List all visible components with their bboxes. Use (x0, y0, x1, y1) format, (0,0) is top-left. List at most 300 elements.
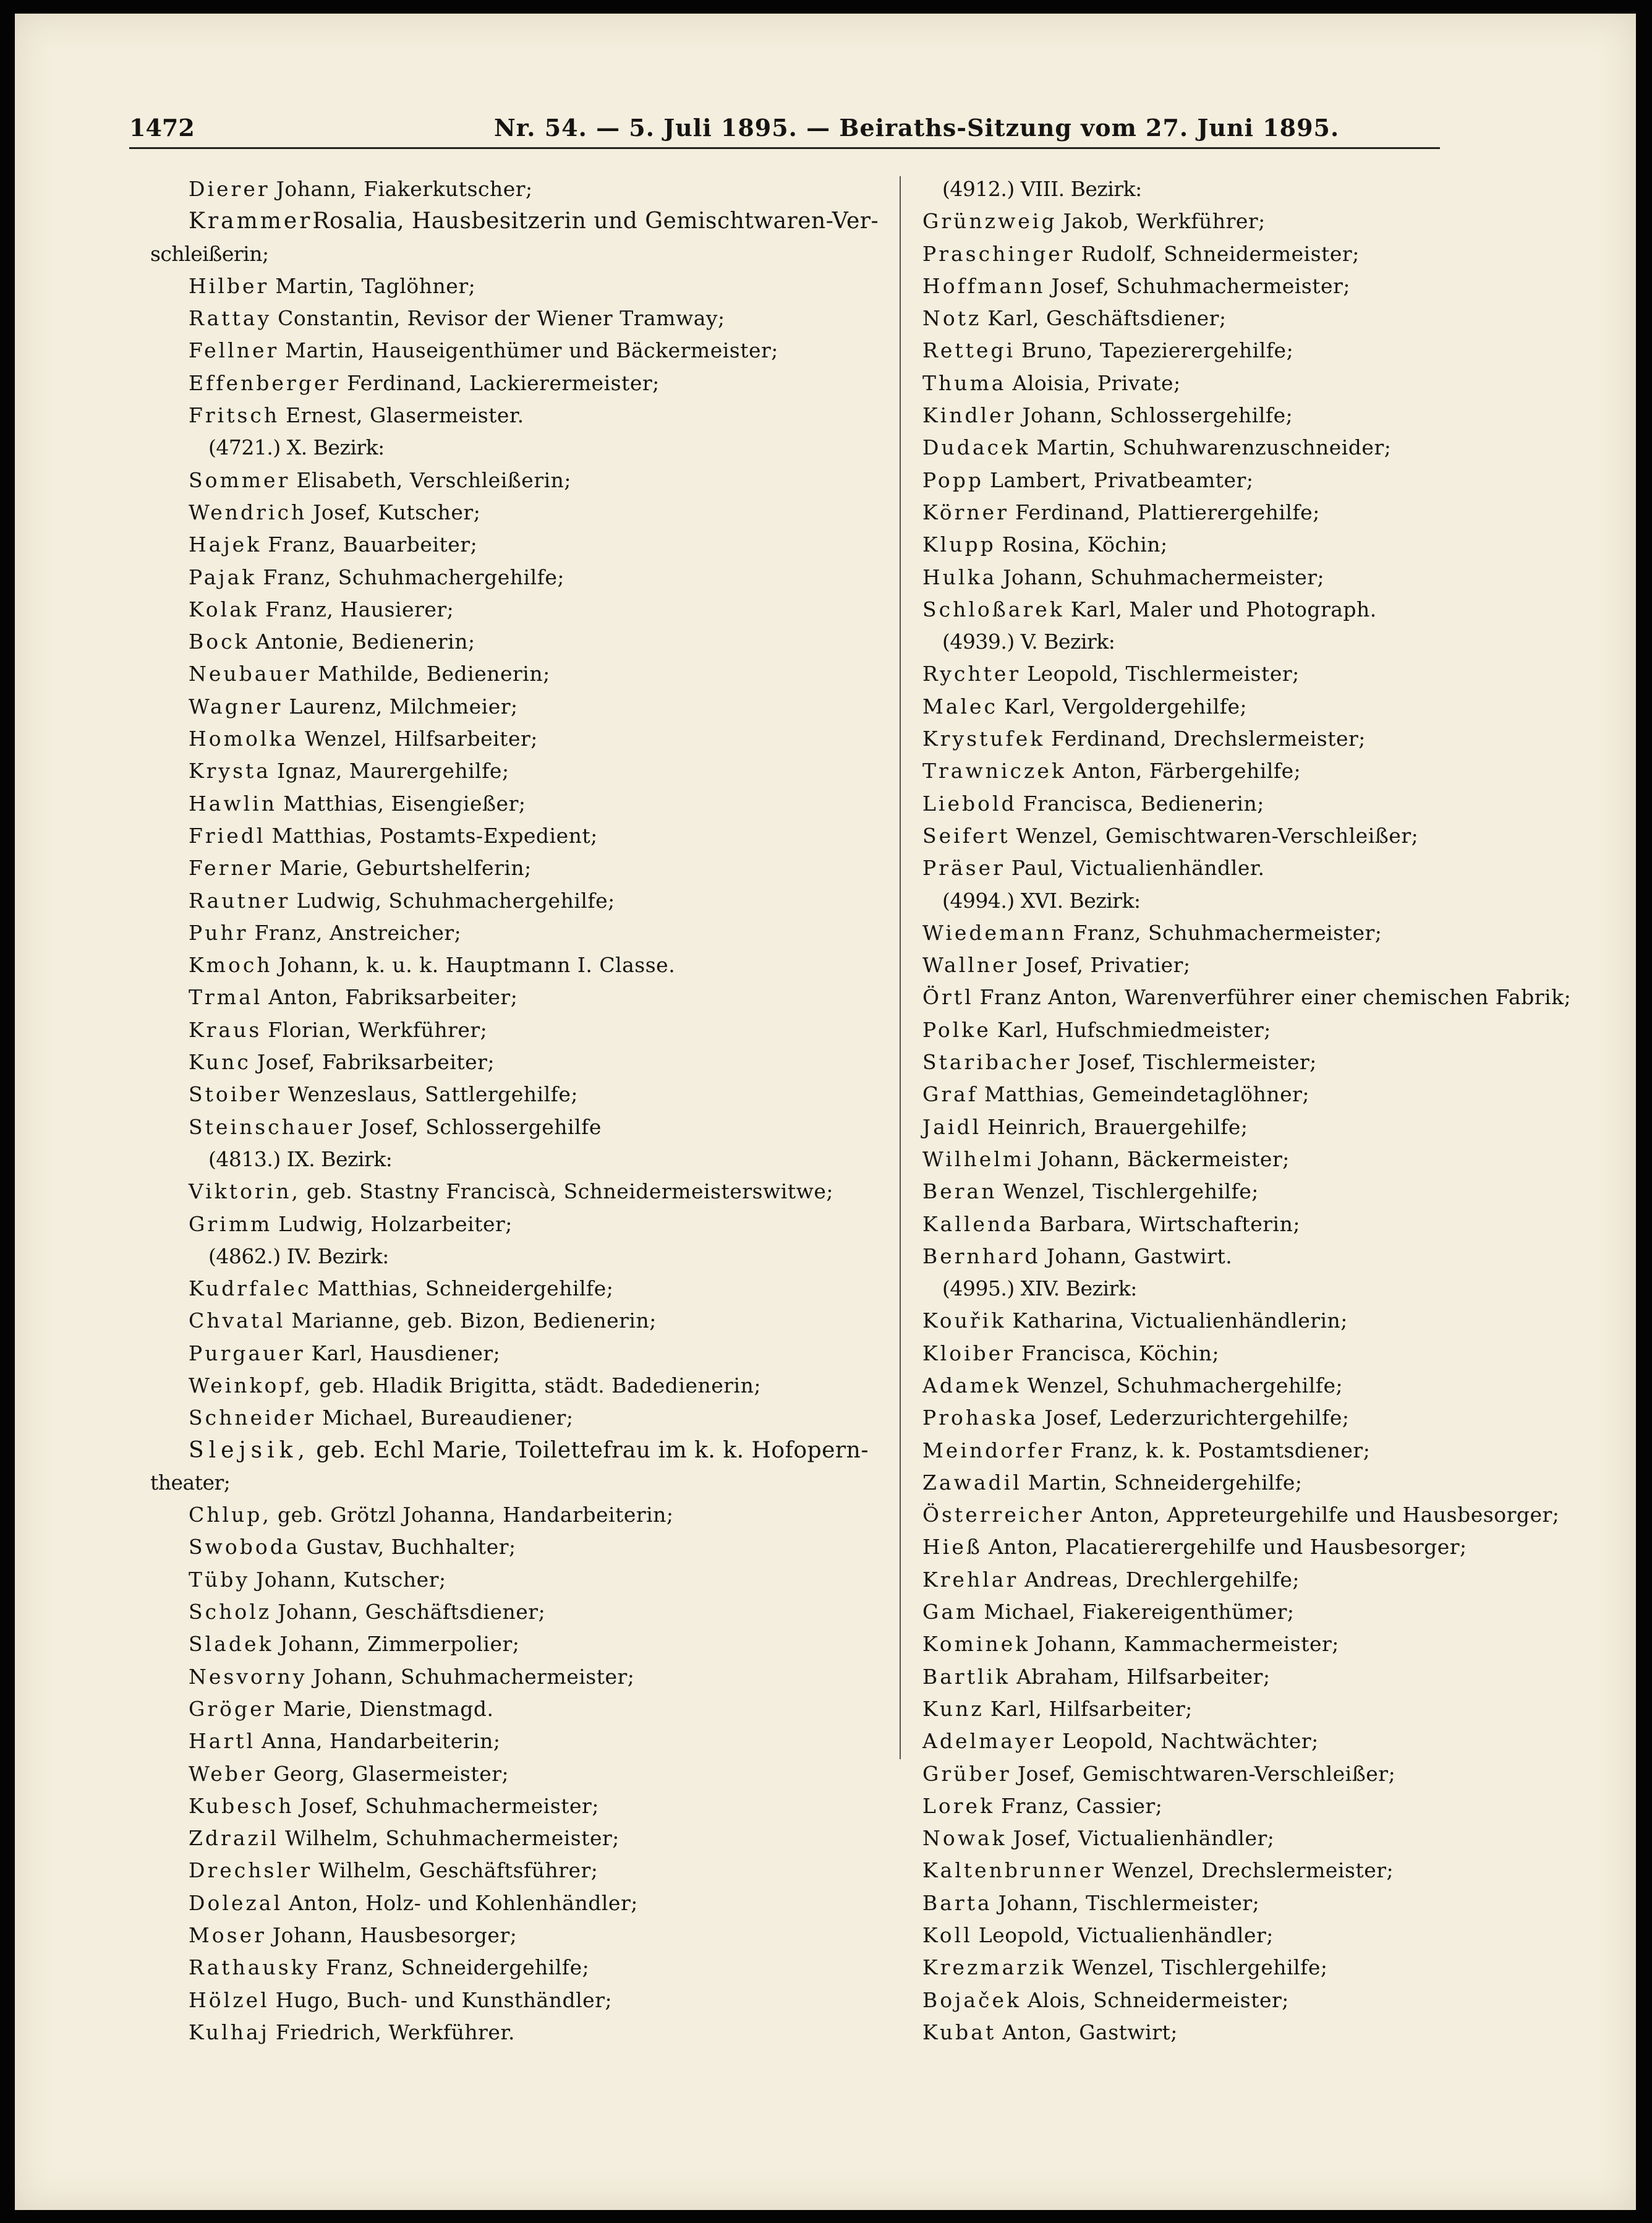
entry-surname: Fellner (189, 338, 279, 363)
list-entry (189, 820, 890, 852)
list-entry (922, 1854, 1633, 1887)
entry-details: Matthias, Gemeindetaglöhner; (984, 1082, 1309, 1107)
entry-surname: Jaidl (922, 1114, 982, 1139)
entry-details: Wenzel, Schuhmachergehilfe; (1027, 1373, 1343, 1397)
entry-surname: Bartlik (922, 1664, 1011, 1689)
entry-details: Johann, Zimmerpolier; (279, 1632, 520, 1657)
entry-surname: Trawniczek (922, 759, 1067, 783)
entry-details: Francisca, Köchin; (1021, 1341, 1220, 1365)
entry-details: Martin, Schneidergehilfe; (1028, 1470, 1303, 1495)
entry-surname: Hilber (189, 273, 270, 298)
entry-surname: Schneider (189, 1406, 317, 1430)
entry-surname: Nowak (922, 1826, 1007, 1851)
list-entry (189, 1887, 890, 1919)
entry-surname: Gröger (189, 1696, 277, 1721)
list-entry (922, 1887, 1633, 1919)
entry-surname: Pajak (189, 565, 257, 589)
list-entry (189, 1758, 890, 1790)
entry-surname: Dierer (189, 177, 270, 201)
entry-surname: Kulhaj (189, 2020, 270, 2044)
entry-details: Matthias, Eisengießer; (283, 791, 526, 816)
district-heading: (4912.) VIII. Bezirk: (942, 177, 1142, 201)
entry-surname: Hoffmann (922, 273, 1045, 298)
entry-details: Hugo, Buch- und Kunsthändler; (275, 1987, 613, 2012)
entry-surname: Kubat (922, 2020, 997, 2044)
list-entry (922, 432, 1633, 464)
list-entry (922, 1596, 1633, 1628)
entry-details: Rosina, Köchin; (1002, 532, 1168, 557)
entry-surname: Chvatal (189, 1308, 286, 1333)
list-entry (922, 1305, 1633, 1337)
entry-surname: Neubauer (189, 662, 312, 686)
entry-details: Franz, Schuhmachermeister; (1073, 920, 1382, 945)
list-entry (189, 981, 890, 1013)
list-entry (922, 723, 1633, 755)
list-entry (922, 1078, 1633, 1111)
entry-details: geb. Grötzl Johanna, Handarbeiterin; (277, 1503, 674, 1527)
list-entry (189, 1273, 890, 1305)
entry-details: Franz, Bauarbeiter; (268, 532, 478, 557)
running-title: Nr. 54. — 5. Juli 1895. — Beiraths-Sitzung vom 27. Juni 1895. (494, 114, 1340, 142)
entry-details: Wenzel, Gemischtwaren-Verschleißer; (1016, 823, 1419, 848)
entry-details: Michael, Bureaudiener; (322, 1406, 574, 1430)
entry-details: Gustav, Buchhalter; (306, 1535, 516, 1560)
entry-details: Matthias, Schneidergehilfe; (317, 1276, 614, 1301)
entry-details: Wenzel, Hilfsarbeiter; (305, 727, 538, 751)
entry-details: Antonie, Bedienerin; (255, 629, 475, 654)
list-entry (189, 1370, 890, 1402)
list-entry (922, 2016, 1633, 2049)
entry-surname: Zawadil (922, 1470, 1022, 1495)
list-entry (189, 626, 890, 658)
entry-details: Franz, Anstreicher; (254, 920, 462, 945)
entry-details: Michael, Fiakereigenthümer; (984, 1600, 1295, 1624)
list-entry (922, 464, 1633, 497)
entry-surname: Notz (922, 306, 982, 331)
entry-surname: Barta (922, 1890, 992, 1915)
entry-details: Johann, Fiakerkutscher; (276, 177, 533, 201)
entry-surname: Drechsler (189, 1858, 313, 1883)
entry-surname: Weber (189, 1761, 268, 1786)
entry-surname: Kindler (922, 403, 1016, 428)
list-entry (189, 658, 890, 690)
entry-details: Karl, Geschäftsdiener; (987, 306, 1227, 331)
entry-surname: Ferner (189, 856, 273, 881)
entry-details: Ignaz, Maurergehilfe; (276, 759, 509, 783)
entry-surname: Purgauer (189, 1341, 305, 1365)
page-header (129, 101, 1440, 145)
list-entry (189, 497, 890, 529)
entry-surname: Hieß (922, 1535, 982, 1560)
entry-details: Katharina, Victualienhändlerin; (1012, 1308, 1348, 1333)
list-entry (189, 205, 879, 237)
list-entry (922, 949, 1633, 981)
entry-details: Martin, Taglöhner; (275, 273, 476, 298)
entry-details: Karl, Hilfsarbeiter; (990, 1696, 1193, 1721)
entry-surname: Kloiber (922, 1341, 1016, 1365)
list-entry (189, 302, 890, 335)
list-entry (922, 367, 1633, 399)
entry-details: Martin, Hauseigenthümer und Bäckermeister; (285, 338, 778, 363)
entry-surname: Wallner (922, 953, 1020, 978)
entry-surname: Krysta (189, 759, 271, 783)
entry-details: Josef, Schlossergehilfe (360, 1114, 602, 1139)
entry-details: Rudolf, Schneidermeister; (1081, 241, 1360, 266)
list-entry (189, 949, 890, 981)
list-entry (922, 594, 1633, 626)
entry-details: Karl, Maler und Photograph. (1070, 597, 1377, 621)
entry-details: Lambert, Privatbeamter; (989, 467, 1254, 492)
entry-details: Wilhelm, Geschäftsführer; (318, 1858, 598, 1883)
entry-surname: Malec (922, 694, 998, 719)
entry-details: Wilhelm, Schuhmachermeister; (285, 1826, 620, 1851)
entry-details: Wenzeslaus, Sattlergehilfe; (287, 1082, 579, 1107)
list-entry (189, 270, 890, 302)
entry-details: Josef, Tischlermeister; (1078, 1050, 1317, 1075)
list-entry (922, 399, 1633, 432)
entry-surname: Wagner (189, 694, 283, 719)
entry-surname: Weinkopf, (189, 1373, 313, 1397)
entry-surname: Adamek (922, 1373, 1021, 1397)
list-entry (922, 561, 1633, 594)
entry-details: Barbara, Wirtschafterin; (1039, 1211, 1300, 1236)
entry-surname: Rettegi (922, 338, 1016, 363)
entry-surname: Steinschauer (189, 1114, 355, 1139)
list-entry (922, 1919, 1633, 1952)
entry-surname: Grünzweig (922, 209, 1057, 234)
entry-surname: Stoiber (189, 1082, 282, 1107)
list-entry (922, 1014, 1633, 1046)
entry-surname: Kmoch (189, 953, 273, 978)
entry-surname: Kaltenbrunner (922, 1858, 1106, 1883)
entry-surname: Bock (189, 629, 250, 654)
list-entry (922, 1402, 1633, 1434)
list-entry (189, 1435, 869, 1467)
list-entry (189, 1854, 890, 1887)
entry-details: Marie, Geburtshelferin; (279, 856, 532, 881)
entry-details: Johann, k. u. k. Hauptmann I. Classe. (278, 953, 676, 978)
entry-details: Anton, Gastwirt; (1002, 2020, 1178, 2044)
entry-surname: Hartl (189, 1729, 256, 1754)
entry-surname: Slejsik, (189, 1437, 310, 1463)
entry-details: Mathilde, Bedienerin; (318, 662, 550, 686)
entry-surname: Prohaska (922, 1406, 1039, 1430)
list-entry (189, 755, 890, 787)
entry-surname: Grüber (922, 1761, 1011, 1786)
entry-surname: Bojaček (922, 1987, 1022, 2012)
entry-details: Georg, Glasermeister; (273, 1761, 509, 1786)
entry-surname: Hölzel (189, 1987, 270, 2012)
entry-details: Anton, Fabriksarbeiter; (268, 985, 518, 1010)
list-entry (922, 1564, 1633, 1596)
entry-surname: Graf (922, 1082, 979, 1107)
entry-details: Ludwig, Schuhmachergehilfe; (296, 888, 615, 913)
entry-surname: Beran (922, 1179, 997, 1204)
entry-surname: Nesvorny (189, 1664, 307, 1689)
entry-surname: Kouřik (922, 1308, 1007, 1333)
entry-details: Ferdinand, Lackierermeister; (347, 370, 660, 395)
entry-surname: Popp (922, 467, 984, 492)
list-entry (922, 302, 1633, 335)
entry-details: Franz, Hausierer; (265, 597, 454, 621)
entry-surname: Kominek (922, 1632, 1031, 1657)
district-heading: (4995.) XIV. Bezirk: (942, 1276, 1137, 1301)
entry-details: Johann, Bäckermeister; (1039, 1146, 1290, 1171)
list-entry (922, 238, 1633, 270)
entry-details: Ernest, Glasermeister. (286, 403, 524, 428)
entry-details: Anton, Holz- und Kohlenhändler; (289, 1890, 638, 1915)
entry-surname: Effenberger (189, 370, 341, 395)
entry-surname: Krystufek (922, 727, 1045, 751)
entry-surname: Dolezal (189, 1890, 283, 1915)
entry-details: Josef, Kutscher; (313, 500, 481, 524)
entry-surname: Fritsch (189, 403, 280, 428)
entry-surname: Kallenda (922, 1211, 1034, 1236)
list-entry (922, 1661, 1633, 1693)
entry-details: geb. Echl Marie, Toilettefrau im k. k. Hofopern- (316, 1437, 869, 1463)
entry-surname: Sommer (189, 467, 291, 492)
list-entry (189, 1111, 890, 1143)
entry-surname: Körner (922, 500, 1009, 524)
entry-details: Anton, Appreteurgehilfe und Hausbesorger; (1090, 1503, 1560, 1527)
entry-details: Leopold, Tischlermeister; (1027, 662, 1300, 686)
entry-surname: Moser (189, 1923, 266, 1948)
list-entry (189, 1014, 890, 1046)
list-entry (189, 852, 890, 884)
list-entry (922, 1338, 1633, 1370)
entry-details: Franz, Cassier; (1001, 1793, 1163, 1818)
entry-surname: Rattay (189, 306, 272, 331)
entry-surname: Wiedemann (922, 920, 1067, 945)
list-entry (922, 1467, 1633, 1499)
entry-surname: Hawlin (189, 791, 278, 816)
entry-details: Wenzel, Tischlergehilfe; (1003, 1179, 1259, 1204)
list-entry (189, 464, 890, 497)
entry-surname: Wendrich (189, 500, 307, 524)
entry-details: Josef, Gemischtwaren-Verschleißer; (1017, 1761, 1396, 1786)
entry-surname: Meindorfer (922, 1438, 1065, 1462)
entry-surname: Österreicher (922, 1503, 1084, 1527)
list-entry (922, 917, 1633, 949)
entry-details: Johann, Schuhmachermeister; (313, 1664, 635, 1689)
district-heading: (4721.) X. Bezirk: (208, 435, 385, 460)
entry-details: Leopold, Victualienhändler; (978, 1923, 1274, 1948)
entry-surname: Liebold (922, 791, 1017, 816)
entry-surname: Staribacher (922, 1050, 1072, 1075)
entry-details: Bruno, Tapezierergehilfe; (1021, 338, 1294, 363)
list-entry (189, 1305, 890, 1337)
entry-details: Wenzel, Drechslermeister; (1112, 1858, 1394, 1883)
column-divider (900, 176, 901, 1759)
district-heading: (4862.) IV. Bezirk: (208, 1244, 389, 1268)
entry-surname: Viktorin, (189, 1179, 301, 1204)
list-entry (189, 173, 890, 205)
entry-details: Heinrich, Brauergehilfe; (987, 1114, 1248, 1139)
entry-details: Constantin, Revisor der Wiener Tramway; (278, 306, 725, 331)
entry-details: Ludwig, Holzarbeiter; (278, 1211, 513, 1236)
entry-surname: Kubesch (189, 1793, 294, 1818)
entry-surname: Swoboda (189, 1535, 300, 1560)
list-entry (922, 335, 1633, 367)
list-entry (922, 1111, 1633, 1143)
entry-surname: Scholz (189, 1600, 272, 1624)
header-rule (129, 147, 1440, 149)
entry-details: Francisca, Bedienerin; (1023, 791, 1264, 816)
left-column (150, 173, 890, 2102)
entry-details: Laurenz, Milchmeier; (289, 694, 518, 719)
list-entry (922, 1370, 1633, 1402)
list-entry (922, 1725, 1633, 1757)
entry-details: Jakob, Werkführer; (1063, 209, 1266, 234)
entry-details: Franz, Schuhmachergehilfe; (263, 565, 565, 589)
list-entry (189, 723, 890, 755)
entry-details: Alois, Schneidermeister; (1028, 1987, 1289, 2012)
list-entry (189, 1046, 890, 1078)
entry-surname: Friedl (189, 823, 266, 848)
entry-details: Florian, Werkführer; (268, 1017, 488, 1042)
right-column (922, 173, 1633, 2102)
entry-details: Abraham, Hilfsarbeiter; (1016, 1664, 1271, 1689)
entry-details: Andreas, Drechlergehilfe; (1024, 1567, 1300, 1592)
list-entry (189, 691, 890, 723)
list-entry (922, 1952, 1633, 1984)
entry-surname: Trmal (189, 985, 263, 1010)
list-entry (922, 691, 1633, 723)
list-entry (189, 1952, 890, 1984)
entry-details: Johann, Gastwirt. (1046, 1244, 1233, 1268)
entry-details: Friedrich, Werkführer. (275, 2020, 516, 2044)
entry-details: Anton, Placatierergehilfe und Hausbesorger; (988, 1535, 1467, 1560)
entry-surname: Kunz (922, 1696, 984, 1721)
list-entry (922, 820, 1633, 852)
list-entry (189, 1402, 890, 1434)
entry-details: Franz, Schneidergehilfe; (326, 1955, 590, 1980)
entry-surname: Praschinger (922, 241, 1075, 266)
list-entry (189, 1822, 890, 1854)
list-entry (189, 1984, 890, 2016)
list-entry (189, 1564, 890, 1596)
entry-surname: Zdrazil (189, 1826, 279, 1851)
entry-details: Marie, Dienstmagd. (283, 1696, 494, 1721)
entry-surname: Krezmarzik (922, 1955, 1067, 1980)
entry-surname: Rychter (922, 662, 1021, 686)
entry-surname: Kraus (189, 1017, 262, 1042)
list-entry (922, 1176, 1633, 1208)
entry-details: Johann, Kammachermeister; (1036, 1632, 1339, 1657)
entry-surname: Homolka (189, 727, 299, 751)
list-entry (922, 1435, 1633, 1467)
entry-details: Anna, Handarbeiterin; (262, 1729, 501, 1754)
entry-details: Rosalia, Hausbesitzerin und Gemischtwaren-Ver- (312, 208, 879, 234)
entry-details: Johann, Schuhmachermeister; (1003, 565, 1325, 589)
list-entry (189, 1661, 890, 1693)
entry-surname: Lorek (922, 1793, 995, 1818)
entry-details: Paul, Victualienhändler. (1011, 856, 1265, 881)
list-entry (189, 788, 890, 820)
entry-surname: Rathausky (189, 1955, 320, 1980)
list-entry (189, 1338, 890, 1370)
list-entry (922, 981, 1633, 1013)
list-entry (922, 1208, 1633, 1240)
entry-surname: Kolak (189, 597, 259, 621)
list-entry (189, 335, 890, 367)
list-entry (189, 594, 890, 626)
list-entry (922, 788, 1633, 820)
entry-surname: Hulka (922, 565, 997, 589)
entry-surname: Grimm (189, 1211, 273, 1236)
entry-details: geb. Hladik Brigitta, städt. Badedienerin; (319, 1373, 761, 1397)
district-heading: (4939.) V. Bezirk: (942, 629, 1115, 654)
entry-surname: Bernhard (922, 1244, 1041, 1268)
list-entry (189, 1790, 890, 1822)
entry-details: geb. Stastny Franciscà, Schneidermeisterswitwe; (307, 1179, 833, 1204)
entry-surname: Schloßarek (922, 597, 1065, 621)
entry-continuation: schleißerin; (150, 241, 269, 266)
entry-details: Josef, Fabriksarbeiter; (257, 1050, 495, 1075)
entry-details: Marianne, geb. Bizon, Bedienerin; (291, 1308, 657, 1333)
list-entry (922, 497, 1633, 529)
entry-surname: Kudrfalec (189, 1276, 312, 1301)
list-entry (922, 852, 1633, 884)
list-entry (189, 1693, 890, 1725)
entry-continuation: theater; (150, 1470, 231, 1495)
entry-details: Johann, Kutscher; (256, 1567, 446, 1592)
list-entry (189, 1725, 890, 1757)
entry-surname: Dudacek (922, 435, 1031, 460)
list-entry (922, 529, 1633, 561)
list-entry (922, 1499, 1633, 1531)
entry-details: Ferdinand, Drechslermeister; (1051, 727, 1366, 751)
entry-details: Karl, Vergoldergehilfe; (1004, 694, 1248, 719)
entry-details: Franz Anton, Warenverführer einer chemischen Fabrik; (979, 985, 1572, 1010)
entry-details: Johann, Tischlermeister; (998, 1890, 1260, 1915)
list-entry (922, 205, 1633, 237)
list-entry (922, 1984, 1633, 2016)
entry-details: Karl, Hausdiener; (311, 1341, 501, 1365)
list-entry (922, 658, 1633, 690)
entry-details: Josef, Victualienhändler; (1013, 1826, 1275, 1851)
entry-surname: Rautner (189, 888, 291, 913)
entry-details: Josef, Schuhmachermeister; (1051, 273, 1350, 298)
entry-details: Wenzel, Tischlergehilfe; (1072, 1955, 1328, 1980)
list-entry (922, 755, 1633, 787)
list-entry (189, 1499, 890, 1531)
entry-surname: Thuma (922, 370, 1007, 395)
entry-surname: Polke (922, 1017, 991, 1042)
entry-surname: Kunc (189, 1050, 251, 1075)
entry-surname: Präser (922, 856, 1005, 881)
entry-surname: Wilhelmi (922, 1146, 1034, 1171)
list-entry (189, 367, 890, 399)
entry-surname: Tüby (189, 1567, 250, 1592)
district-heading: (4994.) XVI. Bezirk: (942, 888, 1141, 913)
list-entry (189, 2016, 890, 2049)
page-number: 1472 (129, 114, 195, 142)
list-entry (189, 1596, 890, 1628)
list-entry (189, 529, 890, 561)
list-entry (922, 1531, 1633, 1563)
entry-surname: Sladek (189, 1632, 274, 1657)
list-entry (189, 561, 890, 594)
list-entry (189, 1919, 890, 1952)
entry-details: Leopold, Nachtwächter; (1062, 1729, 1319, 1754)
list-entry (922, 1143, 1633, 1176)
list-entry (189, 917, 890, 949)
list-entry (922, 1240, 1633, 1273)
list-entry (189, 1176, 890, 1208)
list-entry (189, 399, 890, 432)
entry-details: Josef, Privatier; (1025, 953, 1191, 978)
